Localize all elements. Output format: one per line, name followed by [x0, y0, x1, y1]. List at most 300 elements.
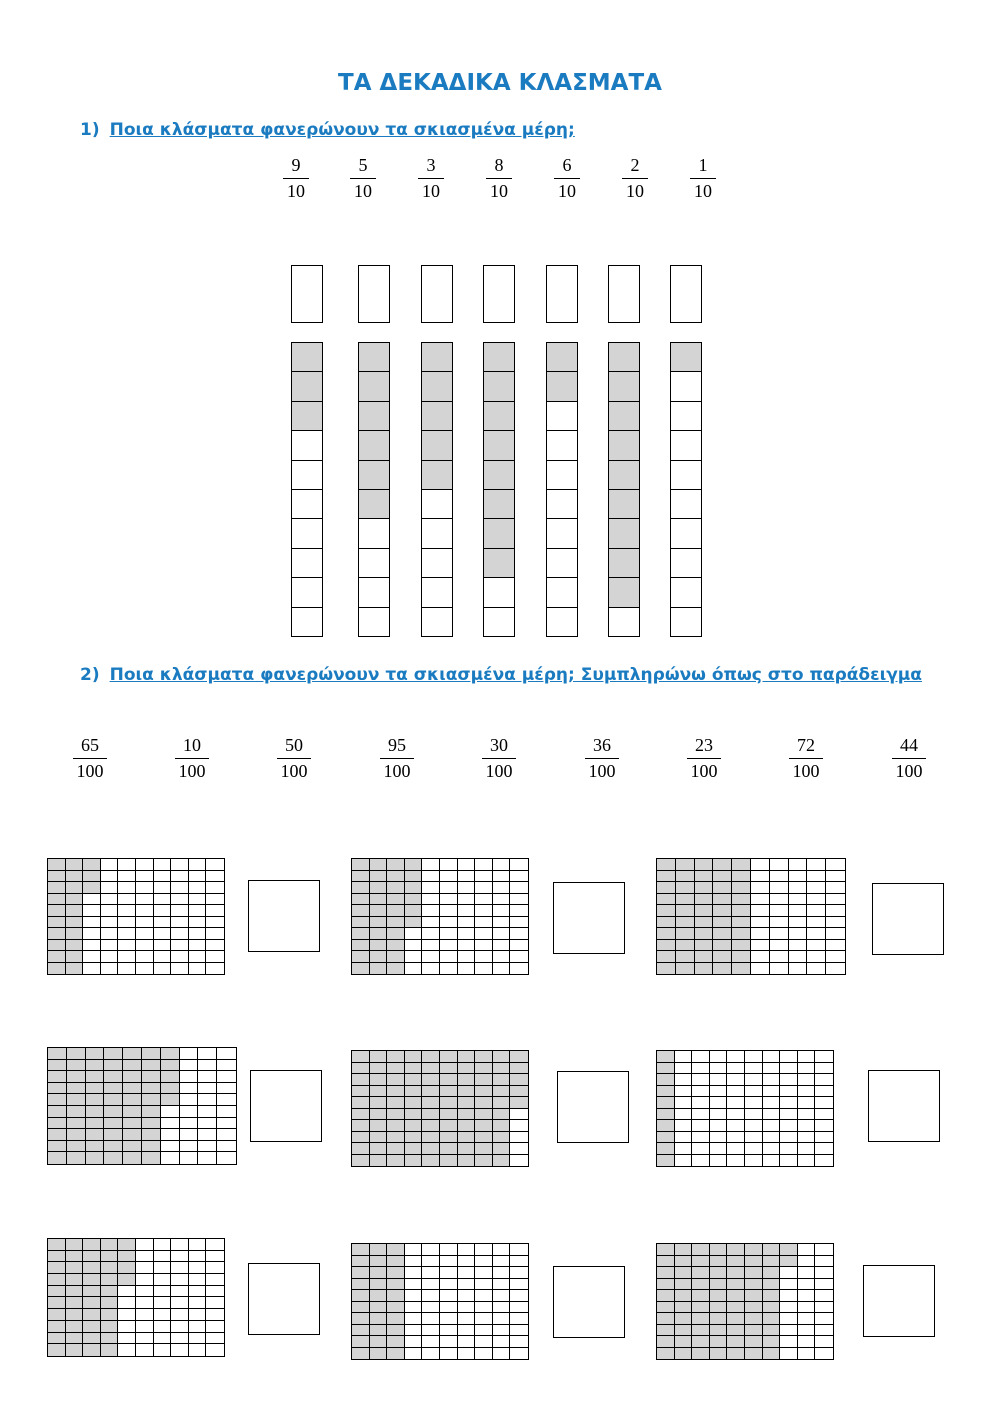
grid-cell — [695, 871, 714, 883]
grid-cell — [727, 1132, 745, 1144]
grid-cell — [104, 1106, 123, 1118]
grid-cell — [370, 1143, 388, 1155]
grid-cell — [118, 963, 136, 975]
grid-cell — [48, 1251, 66, 1263]
grid-cell — [217, 1106, 236, 1118]
grid-cell — [770, 859, 789, 871]
grid-cell — [83, 1333, 101, 1345]
grid-cell — [727, 1313, 745, 1325]
grid-cell — [815, 1051, 833, 1063]
grid-cell — [136, 1321, 154, 1333]
grid-cell — [798, 1143, 816, 1155]
grid-cell — [493, 1244, 511, 1256]
hundred-grid — [656, 858, 846, 975]
grid-cell — [189, 871, 207, 883]
strip-cell — [484, 431, 514, 460]
grid-cell — [440, 1132, 458, 1144]
grid-cell — [118, 951, 136, 963]
answer-box[interactable] — [546, 265, 578, 323]
grid-cell — [352, 1279, 370, 1291]
grid-cell — [780, 1325, 798, 1337]
grid-cell — [751, 905, 770, 917]
grid-cell — [815, 1120, 833, 1132]
tenth-strip — [608, 342, 640, 637]
grid-cell — [86, 1129, 105, 1141]
grid-cell — [405, 1290, 423, 1302]
fraction-bar — [73, 758, 107, 759]
numerator: 8 — [494, 155, 504, 175]
grid-cell — [405, 963, 423, 975]
grid-cell — [352, 1313, 370, 1325]
grid-cell — [440, 963, 458, 975]
grid-cell — [475, 1051, 493, 1063]
grid-cell — [657, 894, 676, 906]
grid-cell — [798, 1336, 816, 1348]
grid-cell — [189, 1251, 207, 1263]
answer-box[interactable] — [250, 1070, 322, 1142]
grid-cell — [493, 1132, 511, 1144]
grid-cell — [727, 1244, 745, 1256]
grid-cell — [475, 859, 493, 871]
grid-cell — [370, 1063, 388, 1075]
answer-box[interactable] — [670, 265, 702, 323]
grid-cell — [67, 1118, 86, 1130]
grid-cell — [475, 1109, 493, 1121]
grid-cell — [493, 1302, 511, 1314]
grid-cell — [352, 1063, 370, 1075]
answer-box[interactable] — [421, 265, 453, 323]
grid-cell — [370, 1074, 388, 1086]
grid-cell — [458, 1155, 476, 1167]
fraction-bar — [482, 758, 516, 759]
grid-cell — [154, 940, 172, 952]
grid-cell — [751, 928, 770, 940]
tenth-strip — [421, 342, 453, 637]
numerator: 65 — [81, 735, 99, 755]
grid-cell — [405, 1120, 423, 1132]
grid-cell — [104, 1060, 123, 1072]
grid-cell — [136, 1286, 154, 1298]
grid-cell — [751, 963, 770, 975]
strip-cell — [292, 343, 322, 372]
grid-cell — [493, 940, 511, 952]
grid-cell — [387, 1074, 405, 1086]
strip-cell — [609, 519, 639, 548]
grid-cell — [67, 1048, 86, 1060]
denominator: 10 — [490, 181, 508, 201]
grid-cell — [713, 882, 732, 894]
grid-cell — [101, 940, 119, 952]
question-1-text: Ποια κλάσματα φανερώνουν τα σκιασμένα μέρη; — [109, 120, 575, 140]
grid-cell — [67, 1060, 86, 1072]
grid-cell — [807, 917, 826, 929]
grid-cell — [352, 917, 370, 929]
grid-cell — [370, 1109, 388, 1121]
grid-cell — [458, 917, 476, 929]
grid-cell — [815, 1290, 833, 1302]
grid-cell — [136, 1239, 154, 1251]
numerator: 44 — [900, 735, 918, 755]
grid-cell — [692, 1267, 710, 1279]
answer-box[interactable] — [608, 265, 640, 323]
grid-cell — [405, 1143, 423, 1155]
grid-cell — [118, 1286, 136, 1298]
strip-cell — [671, 461, 701, 490]
answer-box[interactable] — [872, 883, 944, 955]
grid-cell — [763, 1302, 781, 1314]
grid-cell — [387, 1063, 405, 1075]
grid-cell — [118, 1333, 136, 1345]
grid-cell — [66, 951, 84, 963]
answer-box[interactable] — [863, 1265, 935, 1337]
grid-cell — [458, 1290, 476, 1302]
grid-cell — [136, 1297, 154, 1309]
grid-cell — [458, 1325, 476, 1337]
strip-cell — [671, 519, 701, 548]
grid-cell — [675, 1325, 693, 1337]
grid-cell — [763, 1074, 781, 1086]
strip-cell — [671, 431, 701, 460]
grid-cell — [815, 1132, 833, 1144]
numerator: 36 — [593, 735, 611, 755]
grid-cell — [422, 882, 440, 894]
grid-cell — [66, 882, 84, 894]
grid-cell — [745, 1120, 763, 1132]
grid-cell — [493, 859, 511, 871]
grid-cell — [83, 928, 101, 940]
strip-cell — [671, 578, 701, 607]
grid-cell — [458, 1336, 476, 1348]
answer-box[interactable] — [483, 265, 515, 323]
grid-cell — [171, 951, 189, 963]
grid-cell — [422, 1097, 440, 1109]
grid-cell — [780, 1063, 798, 1075]
numerator: 10 — [183, 735, 201, 755]
grid-cell — [171, 1297, 189, 1309]
grid-cell — [510, 1256, 528, 1268]
grid-cell — [727, 1109, 745, 1121]
grid-cell — [440, 1267, 458, 1279]
grid-cell — [387, 1313, 405, 1325]
grid-cell — [732, 940, 751, 952]
grid-cell — [136, 905, 154, 917]
grid-cell — [675, 1302, 693, 1314]
answer-box[interactable] — [868, 1070, 940, 1142]
grid-cell — [763, 1244, 781, 1256]
grid-cell — [440, 1074, 458, 1086]
tenth-strip — [483, 342, 515, 637]
grid-cell — [171, 928, 189, 940]
grid-cell — [136, 940, 154, 952]
grid-cell — [48, 1297, 66, 1309]
grid-cell — [154, 882, 172, 894]
grid-cell — [510, 1109, 528, 1121]
grid-cell — [440, 1155, 458, 1167]
grid-cell — [732, 905, 751, 917]
grid-cell — [780, 1256, 798, 1268]
question-2-number: 2) — [80, 665, 100, 685]
grid-cell — [86, 1048, 105, 1060]
grid-cell — [136, 894, 154, 906]
grid-cell — [352, 1290, 370, 1302]
grid-cell — [440, 1256, 458, 1268]
grid-cell — [692, 1302, 710, 1314]
grid-cell — [727, 1097, 745, 1109]
grid-cell — [510, 917, 528, 929]
grid-cell — [136, 963, 154, 975]
grid-cell — [475, 1348, 493, 1360]
grid-cell — [48, 905, 66, 917]
grid-cell — [732, 859, 751, 871]
grid-cell — [422, 1302, 440, 1314]
strip-cell — [547, 490, 577, 519]
grid-cell — [657, 1302, 675, 1314]
grid-cell — [136, 1274, 154, 1286]
grid-cell — [206, 882, 224, 894]
grid-cell — [370, 1267, 388, 1279]
grid-cell — [118, 905, 136, 917]
grid-cell — [86, 1152, 105, 1164]
grid-cell — [136, 917, 154, 929]
grid-cell — [101, 1333, 119, 1345]
grid-cell — [142, 1129, 161, 1141]
grid-cell — [493, 905, 511, 917]
grid-cell — [789, 917, 808, 929]
grid-cell — [405, 940, 423, 952]
grid-cell — [458, 1267, 476, 1279]
grid-cell — [745, 1132, 763, 1144]
grid-cell — [713, 917, 732, 929]
grid-cell — [657, 1155, 675, 1167]
grid-cell — [171, 1251, 189, 1263]
grid-cell — [695, 905, 714, 917]
denominator: 100 — [178, 761, 206, 781]
grid-cell — [675, 1097, 693, 1109]
grid-cell — [118, 928, 136, 940]
grid-cell — [154, 859, 172, 871]
strip-cell — [359, 402, 389, 431]
grid-cell — [763, 1155, 781, 1167]
grid-cell — [798, 1074, 816, 1086]
grid-cell — [198, 1118, 217, 1130]
grid-cell — [798, 1313, 816, 1325]
grid-cell — [727, 1143, 745, 1155]
grid-cell — [745, 1063, 763, 1075]
answer-box[interactable] — [553, 1266, 625, 1338]
grid-cell — [387, 1336, 405, 1348]
grid-cell — [789, 928, 808, 940]
grid-cell — [48, 871, 66, 883]
grid-cell — [422, 1279, 440, 1291]
grid-cell — [440, 1063, 458, 1075]
grid-cell — [763, 1279, 781, 1291]
grid-cell — [815, 1267, 833, 1279]
grid-cell — [370, 1244, 388, 1256]
grid-cell — [657, 905, 676, 917]
grid-cell — [171, 871, 189, 883]
grid-cell — [370, 905, 388, 917]
strip-cell — [422, 402, 452, 431]
grid-cell — [789, 894, 808, 906]
grid-cell — [101, 1251, 119, 1263]
grid-cell — [217, 1094, 236, 1106]
grid-cell — [66, 1309, 84, 1321]
grid-cell — [198, 1094, 217, 1106]
grid-cell — [370, 1086, 388, 1098]
grid-cell — [171, 1262, 189, 1274]
grid-cell — [123, 1083, 142, 1095]
grid-cell — [440, 951, 458, 963]
grid-cell — [422, 1325, 440, 1337]
grid-cell — [101, 1274, 119, 1286]
grid-cell — [692, 1074, 710, 1086]
grid-cell — [405, 871, 423, 883]
strip-cell — [547, 402, 577, 431]
grid-cell — [405, 1051, 423, 1063]
strip-cell — [671, 343, 701, 372]
grid-cell — [475, 1244, 493, 1256]
grid-cell — [763, 1348, 781, 1360]
grid-cell — [189, 1321, 207, 1333]
grid-cell — [692, 1132, 710, 1144]
grid-cell — [798, 1051, 816, 1063]
grid-cell — [352, 1348, 370, 1360]
answer-box[interactable] — [291, 265, 323, 323]
grid-cell — [713, 928, 732, 940]
grid-cell — [101, 871, 119, 883]
grid-cell — [763, 1267, 781, 1279]
answer-box[interactable] — [557, 1071, 629, 1143]
grid-cell — [104, 1118, 123, 1130]
fraction-bar — [690, 178, 716, 179]
grid-cell — [475, 928, 493, 940]
grid-cell — [352, 1132, 370, 1144]
grid-cell — [727, 1256, 745, 1268]
answer-box[interactable] — [553, 882, 625, 954]
grid-cell — [123, 1060, 142, 1072]
strip-cell — [422, 608, 452, 636]
grid-cell — [387, 928, 405, 940]
grid-cell — [180, 1118, 199, 1130]
page-title: ΤΑ ΔΕΚΑΔΙΚΑ ΚΛΑΣΜΑΤΑ — [338, 70, 662, 96]
grid-cell — [815, 1302, 833, 1314]
grid-cell — [48, 951, 66, 963]
grid-cell — [692, 1348, 710, 1360]
grid-cell — [161, 1094, 180, 1106]
grid-cell — [745, 1051, 763, 1063]
grid-cell — [692, 1325, 710, 1337]
grid-cell — [510, 1086, 528, 1098]
strip-cell — [671, 372, 701, 401]
answer-box[interactable] — [248, 880, 320, 952]
grid-cell — [370, 1302, 388, 1314]
grid-cell — [475, 1086, 493, 1098]
grid-cell — [675, 1244, 693, 1256]
strip-cell — [671, 608, 701, 636]
denominator: 100 — [76, 761, 104, 781]
grid-cell — [66, 1297, 84, 1309]
grid-cell — [104, 1048, 123, 1060]
grid-cell — [745, 1109, 763, 1121]
grid-cell — [83, 1286, 101, 1298]
strip-cell — [609, 578, 639, 607]
grid-cell — [657, 1325, 675, 1337]
grid-cell — [217, 1118, 236, 1130]
grid-cell — [161, 1071, 180, 1083]
strip-cell — [547, 372, 577, 401]
fraction-bar — [892, 758, 926, 759]
grid-cell — [780, 1279, 798, 1291]
answer-box[interactable] — [358, 265, 390, 323]
grid-cell — [657, 1290, 675, 1302]
grid-cell — [475, 1313, 493, 1325]
grid-cell — [86, 1094, 105, 1106]
grid-cell — [826, 894, 845, 906]
strip-cell — [292, 578, 322, 607]
grid-cell — [692, 1336, 710, 1348]
grid-cell — [206, 963, 224, 975]
grid-cell — [675, 1109, 693, 1121]
grid-cell — [710, 1132, 728, 1144]
grid-cell — [48, 1106, 67, 1118]
grid-cell — [826, 871, 845, 883]
strip-cell — [609, 343, 639, 372]
grid-cell — [710, 1074, 728, 1086]
grid-cell — [118, 882, 136, 894]
grid-cell — [118, 1251, 136, 1263]
grid-cell — [745, 1302, 763, 1314]
grid-cell — [206, 917, 224, 929]
grid-cell — [780, 1143, 798, 1155]
grid-cell — [352, 1051, 370, 1063]
grid-cell — [83, 1262, 101, 1274]
strip-cell — [484, 549, 514, 578]
answer-box[interactable] — [248, 1263, 320, 1335]
grid-cell — [422, 940, 440, 952]
grid-cell — [676, 905, 695, 917]
strip-cell — [671, 402, 701, 431]
grid-cell — [86, 1060, 105, 1072]
grid-cell — [458, 940, 476, 952]
grid-cell — [807, 882, 826, 894]
grid-cell — [206, 1286, 224, 1298]
grid-cell — [695, 859, 714, 871]
grid-cell — [48, 1048, 67, 1060]
tenth-strip — [546, 342, 578, 637]
grid-cell — [180, 1060, 199, 1072]
grid-cell — [780, 1155, 798, 1167]
grid-cell — [826, 940, 845, 952]
strip-cell — [422, 461, 452, 490]
grid-cell — [206, 871, 224, 883]
grid-cell — [440, 1143, 458, 1155]
grid-cell — [154, 1297, 172, 1309]
grid-cell — [493, 1256, 511, 1268]
grid-cell — [692, 1155, 710, 1167]
grid-cell — [83, 1251, 101, 1263]
strip-cell — [609, 461, 639, 490]
fraction-bar — [175, 758, 209, 759]
grid-cell — [710, 1244, 728, 1256]
grid-cell — [405, 951, 423, 963]
grid-cell — [66, 1321, 84, 1333]
grid-cell — [732, 894, 751, 906]
grid-cell — [198, 1141, 217, 1153]
grid-cell — [815, 1155, 833, 1167]
grid-cell — [510, 1336, 528, 1348]
grid-cell — [727, 1120, 745, 1132]
grid-cell — [493, 1120, 511, 1132]
